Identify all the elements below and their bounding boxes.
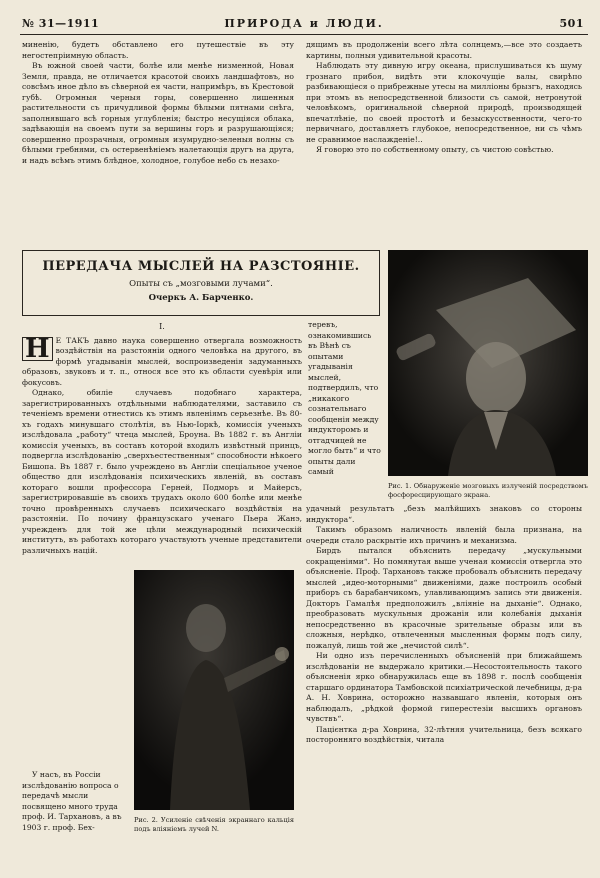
top-right-column [306, 40, 582, 240]
article-byline: Очеркъ А. Барченко. [148, 293, 254, 303]
paragraph: миненію, будетъ обставлено его путешествіе въ эту негостепріимную область. [22, 40, 294, 60]
article-left-column-lower [22, 770, 128, 870]
article-right-column [306, 504, 582, 870]
paragraph: удачный результатъ „безъ малѣйшихъ знаковъ со стороны индуктора“. [306, 504, 582, 524]
paragraph: Въ южной своей части, болѣе или менѣе низменной, Новая Земля, правда, не отличается красотой своихъ ландшафтовъ, но совсѣмъ иное дѣло въ сѣверной ея части, напримѣръ, въ Крестовой губѣ. Огромныя черныя горы, совершенно лишенныя растительности съ причудливой формы бѣлыми пятнами снѣга, заполнявшаго всѣ горныя углубленія; быстро несущіяся облака, задѣвающія на своемъ пути за вершины горъ и разрушающіяся; совершенно прозрачныя, огромныя изумрудно-зеленыя волны съ бѣлыми гребнями, съ остервенѣніемъ налетающія другъ на друга, и надъ всѣмъ этимъ блѣдное, холодное, голубое небо съ незахо- [22, 61, 294, 165]
paragraph: Однако, обиліе случаевъ подобнаго характера, зарегистрированныхъ отдѣльными наблюдателями, заставило съ теченіемъ времени отнестись къ этимъ явленіямъ серьезнѣе. Въ 80-хъ годахъ минувшаго столѣтія, въ Нью-Іоркѣ, комиссія ученыхъ изслѣдовала „работу“ чтеца мыслей, Броуна. Въ 1882 г. въ Англіи комиссія ученыхъ, въ составъ которой входилъ извѣстный принцъ, подвергла изслѣдованію „сверхъестественныя“ способности нѣкоего Бишопа. Въ 1887 г. было учреждено въ Англіи спеціальное ученое общество для изслѣдованія психическихъ явленій, въ составъ котораго вошли профессора Герней, Подморъ и Майерсъ, зарегистрировавшіе въ своихъ трудахъ около 600 болѣе или менѣе точно провѣренныхъ случаевъ психическаго воздѣйствія на разстояніи. По почину французскаго ученаго Пьера Жанэ, учрежденъ для той же цѣли международный психическій институтъ, въ работахъ котораго участвуютъ ученые представители различныхъ націй. [22, 388, 302, 555]
article-title: ПЕРЕДАЧА МЫСЛЕЙ НА РАЗСТОЯНІЕ. [42, 259, 360, 274]
section-number: I. [159, 322, 165, 331]
paragraph: Наблюдать эту дивную игру океана, прислушиваться къ шуму грознаго прибоя, видѣть эти клокочущіе валы, свирѣпо разбивающіеся о прибрежные утесы на милліоны брызгъ, находясь при этомъ въ непосредственной близости съ самой, нетронутой человѣкомъ, оригинальной сѣверной природѣ, производящей впечатлѣніе, по своей простотѣ и безыскусственности, чего-то первичнаго, доставляетъ глубокое, непосредственное, ни съ чѣмъ не сравнимое наслажденіе!.. [306, 61, 582, 144]
paragraph: Я говорю это по собственному опыту, съ чистою совѣстью. [316, 145, 554, 154]
paragraph: Бирдъ пытался объяснить передачу „мускульными сокращеніями“. Но помянутая выше ученая комиссія отвергла это объясненіе. Проф. Тархановъ также пробовалъ объяснить передачу мыслей „идео-моторными“ движеніями, даже построилъ особый приборъ съ барабанчикомъ, улавливающимъ запись эти движенія. Докторъ Гамалѣя предположилъ „вліяніе на дыханіе“. Однако, преобразовать мускульныя дрожанія или колебанія дыханія непосредственно въ красочные зрительные образы или въ сложныя, нерѣдко, отвлеченныя мысленныя формы подъ силу, пожалуй, лишь той же „нечистой силѣ“. [306, 546, 582, 650]
paragraph: У насъ, въ Россіи изслѣдованію вопроса о передачѣ мысли посвящено много труда проф. И. Тархановъ, а въ 1903 г. проф. Бех- [22, 770, 122, 832]
figure-2-image [134, 570, 294, 810]
paragraph: Е ТАКЪ давно наука совершенно отвергала возможность воздѣйствія на разстояніи одного человѣка на другого, въ формѣ угадыванія мыслей, воспроизведенія задуманныхъ образовъ, звуковъ и т. п., относя все это къ области суевѣрія или фокусовъ. [22, 335, 302, 387]
figure-2-photo [134, 570, 294, 810]
drop-cap: Н [22, 337, 53, 361]
article-title-box [22, 250, 380, 316]
paragraph: теревъ, ознакомившись въ Вѣнѣ съ опытами угадыванія мыслей, подтвердилъ, что „никакого сознательнаго сообщенія между индукторомъ и отгадчицей не могло быть“ и что опыты дали самый [308, 320, 381, 476]
figure-1-image [388, 250, 588, 476]
paragraph: Такимъ образомъ наличность явленій была признана, на очереди стало раскрытіе ихъ причинъ и механизма. [306, 525, 582, 545]
issue-number: № 31—1911 [22, 17, 100, 30]
figure-1-caption: Рис. 1. Обнаруженіе мозговыхъ излученій посредствомъ фосфоресцирующаго экрана. [388, 482, 588, 499]
paragraph: Пацієнтка д-ра Ховрина, 32-лѣтняя учительница, безъ всякаго посторонняго воздѣйствія, читала [306, 724, 582, 744]
paragraph: Ни одно изъ перечисленныхъ объясненій при ближайшемъ изслѣдованіи не выдержало критики.—Несостоятельность такого объясненія ярко обнаружилась еще въ 1898 г. послѣ сообщенія старшаго ординатора Тамбовской психіатрической лечебницы, д-ра А. Н. Ховрина, осторожно назвавшаго явленія, которыя онъ наблюдалъ, „рѣдкой формой гиперестезіи высшихъ органовъ чувствъ“. [306, 651, 582, 723]
figure-2-caption: Рис. 2. Усиленіе свѣченія экраннаго кальція подъ вліяніемъ лучей N. [134, 816, 294, 833]
article-left-column-upper [22, 320, 302, 570]
paragraph: дящимъ въ продолженіи всего лѣта солнцемъ,—все это создаетъ картины, полныя удивительной красоты. [306, 40, 582, 60]
page-number: 501 [559, 17, 584, 30]
article-narrow-column [308, 320, 382, 500]
running-header [20, 14, 588, 35]
journal-title: ПРИРОДА и ЛЮДИ. [224, 17, 384, 30]
figure-1-photo [388, 250, 588, 476]
article-subtitle: Опыты съ „мозговыми лучами“. [129, 279, 273, 289]
top-left-column [22, 40, 294, 240]
